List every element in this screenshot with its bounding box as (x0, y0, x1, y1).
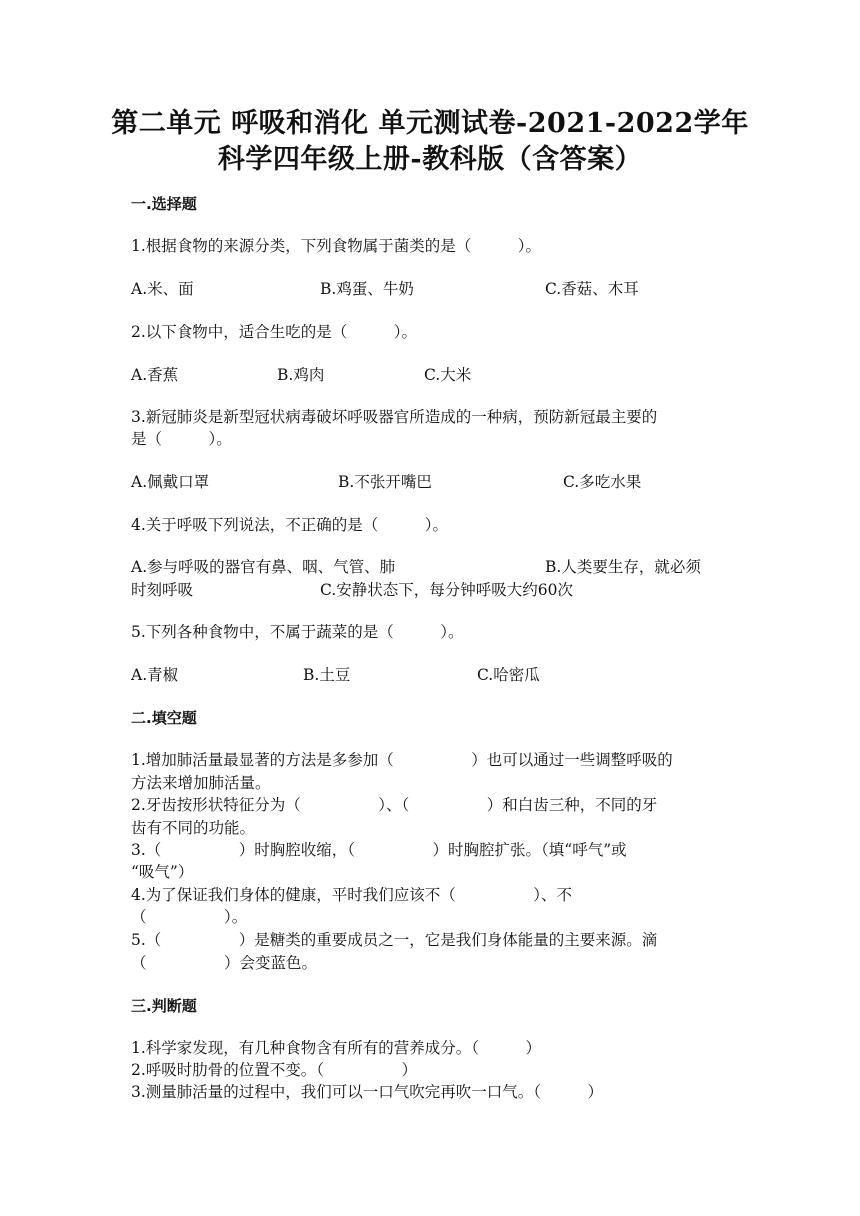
fill-line: 5.（ ）是糖类的重要成员之一，它是我们身体能量的主要来源。滴 (131, 931, 658, 949)
option-c: C.哈密瓜 (477, 666, 540, 684)
fill-line: 1.增加肺活量最显著的方法是多参加（ ）也可以通过一些调整呼吸的 (131, 751, 673, 769)
option-a: A.参与呼吸的器官有鼻、咽、气管、肺 (131, 558, 396, 576)
option-b-continued: 时刻呼吸 (131, 581, 194, 599)
option-c: C.大米 (424, 366, 472, 384)
option-a: A.青椒 (131, 666, 179, 684)
fill-line: （ ）。 (131, 908, 248, 926)
option-b: B.不张开嘴巴 (338, 473, 432, 491)
fill-line: 2.牙齿按形状特征分为（ ）、（ ）和白齿三种，不同的牙 (131, 796, 658, 814)
section-heading-judge: 三.判断题 (131, 997, 197, 1015)
option-c: C.安静状态下，每分钟呼吸大约60次 (320, 581, 573, 599)
section-heading-fill: 二.填空题 (131, 709, 197, 727)
option-a: A.佩戴口罩 (131, 473, 210, 491)
fill-line: 3.（ ）时胸腔收缩，（ ）时胸腔扩张。（填“呼气”或 (131, 841, 627, 859)
option-c: C.香菇、木耳 (545, 280, 639, 298)
question-stem-continued: 是（ ）。 (131, 430, 232, 448)
question-stem: 5.下列各种食物中，不属于蔬菜的是（ ）。 (131, 623, 464, 641)
judge-line: 3.测量肺活量的过程中，我们可以一口气吹完再吹一口气。（ ） (131, 1083, 604, 1101)
question-stem: 4.关于呼吸下列说法，不正确的是（ ）。 (131, 516, 449, 534)
judge-line: 2.呼吸时肋骨的位置不变。（ ） (131, 1061, 418, 1079)
option-a: A.香蕉 (131, 366, 179, 384)
section-heading-choice: 一.选择题 (131, 195, 197, 213)
judge-line: 1.科学家发现，有几种食物含有所有的营养成分。（ ） (131, 1039, 542, 1057)
fill-line: （ ）会变蓝色。 (131, 954, 318, 972)
question-stem: 1.根据食物的来源分类，下列食物属于菌类的是（ ）。 (131, 237, 542, 255)
option-c: C.多吃水果 (563, 473, 642, 491)
question-stem: 3.新冠肺炎是新型冠状病毒破坏呼吸器官所造成的一种病，预防新冠最主要的 (131, 408, 658, 426)
option-b: B.人类要生存，就必须 (545, 558, 701, 576)
option-b: B.土豆 (303, 666, 351, 684)
question-stem: 2.以下食物中，适合生吃的是（ ）。 (131, 323, 418, 341)
fill-line: “吸气”） (131, 863, 194, 881)
fill-line: 4.为了保证我们身体的健康，平时我们应该不（ ）、不 (131, 886, 573, 904)
fill-line: 方法来增加肺活量。 (131, 774, 271, 792)
title-line-1: 第二单元 呼吸和消化 单元测试卷-2021-2022学年 (111, 108, 749, 139)
option-b: B.鸡肉 (277, 366, 325, 384)
option-b: B.鸡蛋、牛奶 (320, 280, 414, 298)
option-a: A.米、面 (131, 280, 194, 298)
title-line-2: 科学四年级上册-教科版（含答案） (217, 144, 643, 175)
fill-line: 齿有不同的功能。 (131, 819, 256, 837)
